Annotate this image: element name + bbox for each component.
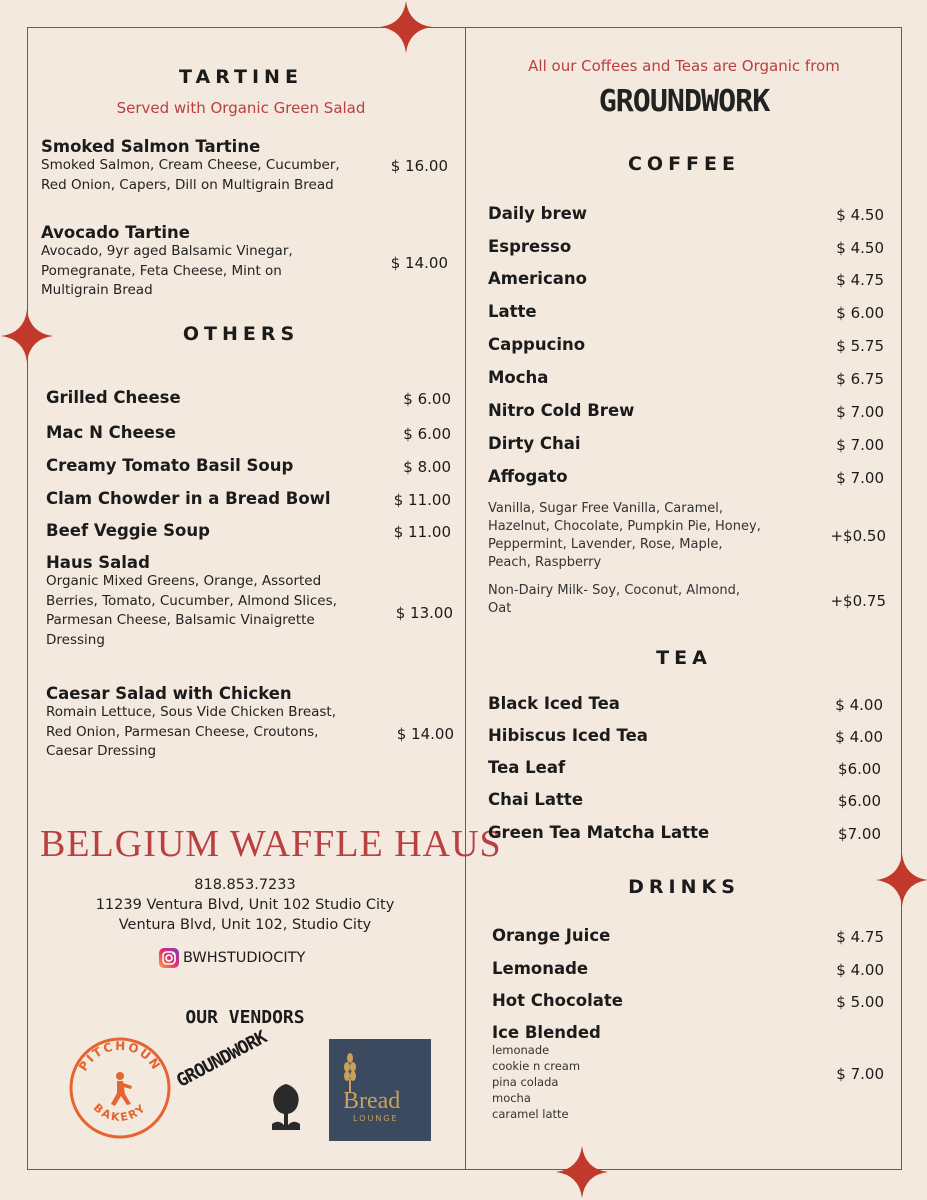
addon-line: Peppermint, Lavender, Rose, Maple, — [488, 537, 723, 552]
item-desc: Smoked Salmon, Cream Cheese, Cucumber, — [41, 157, 340, 173]
item-name: Hibiscus Iced Tea — [488, 726, 648, 745]
item-price: $ 7.00 — [836, 436, 884, 454]
item-name: Hot Chocolate — [492, 991, 623, 1010]
flavor-line: lemonade — [492, 1043, 550, 1057]
addon-milk — [488, 582, 808, 618]
menu-item — [46, 553, 396, 650]
item-desc: Berries, Tomato, Cucumber, Almond Slices, — [46, 592, 337, 609]
item-desc: Parmesan Cheese, Balsamic Vinaigrette — [46, 612, 315, 628]
addon-line: Hazelnut, Chocolate, Pumpkin Pie, Honey, — [488, 519, 761, 534]
item-name: Beef Veggie Soup — [46, 521, 210, 540]
item-price: $ 4.50 — [836, 239, 884, 257]
bread-lounge-logo — [329, 1039, 431, 1141]
item-price: $ 5.75 — [836, 337, 884, 355]
sparkle-icon — [380, 1, 432, 53]
addon-line: Oat — [488, 601, 512, 616]
groundwork-vendor-logo: GROUNDWORK — [173, 1027, 270, 1092]
item-name: Green Tea Matcha Latte — [488, 823, 710, 842]
item-name: Americano — [488, 269, 587, 288]
instagram-icon — [159, 948, 179, 968]
flower-icon — [268, 1082, 304, 1134]
item-price: $ 4.75 — [836, 928, 884, 946]
item-price: $ 16.00 — [390, 157, 448, 175]
address-line: 11239 Ventura Blvd, Unit 102 Studio City — [95, 897, 395, 913]
addon-line: Peach, Raspberry — [488, 555, 602, 570]
item-price: $ 6.75 — [836, 370, 884, 388]
phone-number[interactable]: 818.853.7233 — [194, 877, 296, 893]
addon-price: +$0.50 — [830, 527, 886, 545]
item-name: Chai Latte — [488, 790, 584, 809]
addon-syrups — [488, 500, 808, 572]
item-name: Ice Blended — [492, 1023, 601, 1042]
wheat-icon — [341, 1053, 359, 1093]
item-name: Cappucino — [488, 335, 586, 354]
item-name: Espresso — [488, 237, 572, 256]
item-name: Avocado Tartine — [41, 223, 190, 242]
menu-item — [492, 1023, 742, 1122]
restaurant-name: BELGIUM WAFFLE HAUS — [40, 823, 502, 865]
flavor-line: pina colada — [492, 1075, 559, 1089]
item-desc: Romain Lettuce, Sous Vide Chicken Breast, — [46, 704, 337, 720]
item-price: $ 4.50 — [836, 206, 884, 224]
item-price: $ 7.00 — [836, 403, 884, 421]
groundwork-brand: GROUNDWORK — [598, 84, 770, 119]
item-price: $7.00 — [838, 825, 881, 843]
item-name: Clam Chowder in a Bread Bowl — [46, 489, 331, 508]
item-name: Tea Leaf — [488, 758, 566, 777]
address-line: Ventura Blvd, Unit 102, Studio City — [118, 917, 372, 933]
item-desc: Multigrain Bread — [41, 282, 153, 298]
item-price: $ 8.00 — [403, 458, 451, 476]
item-price: $ 6.00 — [403, 425, 451, 443]
item-price: $ 14.00 — [396, 725, 454, 743]
item-name: Creamy Tomato Basil Soup — [46, 456, 294, 475]
item-name: Caesar Salad with Chicken — [46, 684, 292, 703]
item-name: Grilled Cheese — [46, 388, 181, 407]
item-price: $ 7.00 — [836, 469, 884, 487]
addon-line: Vanilla, Sugar Free Vanilla, Caramel, — [488, 501, 723, 516]
item-name: Mocha — [488, 368, 549, 387]
item-name: Lemonade — [492, 959, 589, 978]
item-price: $ 4.00 — [835, 696, 883, 714]
item-price: $6.00 — [838, 760, 881, 778]
item-price: $6.00 — [838, 792, 881, 810]
item-name: Nitro Cold Brew — [488, 401, 635, 420]
item-desc: Avocado, 9yr aged Balsamic Vinegar, — [41, 243, 293, 259]
tartine-subheading: Served with Organic Green Salad — [116, 99, 366, 117]
svg-text:PITCHOUN — [76, 1039, 164, 1074]
item-name: Black Iced Tea — [488, 694, 620, 713]
item-name: Dirty Chai — [488, 434, 581, 453]
item-price: $ 14.00 — [390, 254, 448, 272]
addon-line: Non-Dairy Milk- Soy, Coconut, Almond, — [488, 583, 741, 598]
item-name: Latte — [488, 302, 537, 321]
item-price: $ 11.00 — [393, 491, 451, 509]
item-name: Orange Juice — [492, 926, 611, 945]
lounge-text: LOUNGE — [353, 1114, 399, 1123]
bakery-text: BAKERY — [90, 1100, 150, 1125]
instagram-handle[interactable] — [159, 948, 305, 968]
tea-heading: TEA — [656, 647, 712, 669]
flavor-line: cookie n cream — [492, 1059, 581, 1073]
item-price: $ 6.00 — [403, 390, 451, 408]
item-price: $ 4.00 — [835, 728, 883, 746]
item-name: Affogato — [488, 467, 568, 486]
flavor-line: caramel latte — [492, 1107, 569, 1121]
flavor-line: mocha — [492, 1091, 531, 1105]
item-name: Mac N Cheese — [46, 423, 176, 442]
item-desc: Red Onion, Capers, Dill on Multigrain Bread — [41, 176, 334, 193]
addon-price: +$0.75 — [830, 592, 886, 610]
item-price: $ 13.00 — [395, 604, 453, 622]
bread-text: Bread — [343, 1088, 401, 1114]
drinks-heading: DRINKS — [628, 876, 740, 898]
item-desc: Caesar Dressing — [46, 743, 157, 759]
item-name: Daily brew — [488, 204, 588, 223]
column-divider — [465, 27, 466, 1170]
vendors-heading: OUR VENDORS — [185, 1007, 305, 1028]
organic-intro: All our Coffees and Teas are Organic from — [528, 57, 840, 75]
coffee-heading: COFFEE — [627, 153, 740, 175]
item-desc: Dressing — [46, 631, 105, 648]
item-price: $ 7.00 — [836, 1065, 884, 1083]
others-heading: OTHERS — [182, 323, 300, 345]
item-desc: Red Onion, Parmesan Cheese, Croutons, — [46, 723, 319, 740]
instagram-label: BWHSTUDIOCITY — [183, 950, 306, 966]
menu-item — [46, 684, 396, 762]
sparkle-icon — [556, 1146, 608, 1198]
svg-text:BAKERY — [91, 1101, 149, 1124]
item-name: Smoked Salmon Tartine — [41, 137, 261, 156]
tartine-heading: TARTINE — [179, 66, 303, 88]
item-price: $ 4.00 — [836, 961, 884, 979]
item-desc: Pomegranate, Feta Cheese, Mint on — [41, 262, 282, 279]
item-price: $ 11.00 — [393, 523, 451, 541]
pitchoun-bakery-logo — [68, 1036, 172, 1140]
item-desc: Organic Mixed Greens, Orange, Assorted — [46, 573, 322, 589]
item-price: $ 5.00 — [836, 993, 884, 1011]
item-price: $ 6.00 — [836, 304, 884, 322]
pitchoun-text: PITCHOUN — [75, 1038, 165, 1074]
item-price: $ 4.75 — [836, 271, 884, 289]
item-name: Haus Salad — [46, 553, 150, 572]
